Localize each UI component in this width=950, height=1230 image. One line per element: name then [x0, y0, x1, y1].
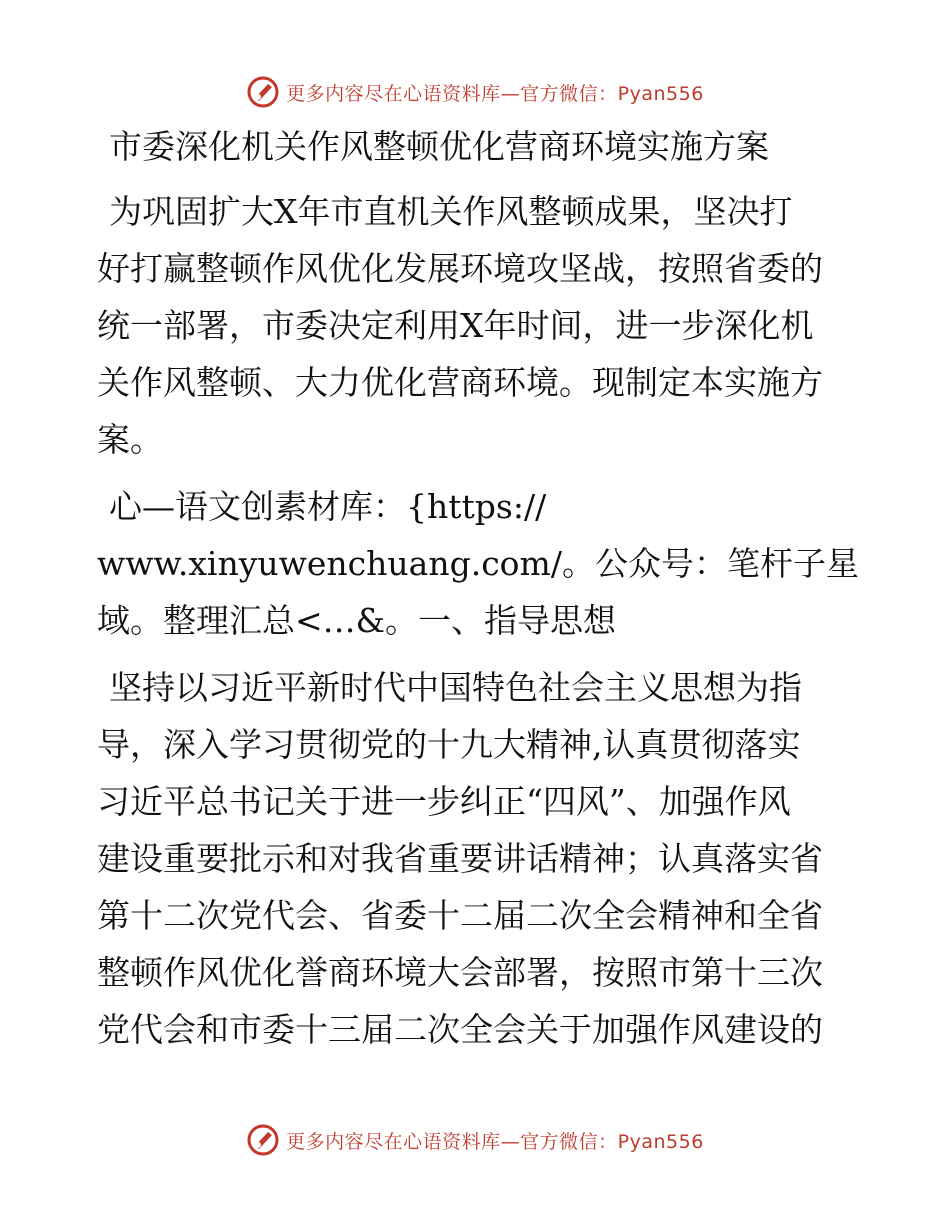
text-line: 案。 — [97, 420, 163, 459]
paragraph-source-note — [97, 478, 857, 649]
watermark-banner-bottom — [0, 1118, 950, 1162]
brand-logo-icon — [246, 1123, 280, 1157]
text-line: 心—语文创素材库：{https:// — [109, 487, 547, 526]
text-line: 导，深入学习贯彻党的十九大精神,认真贯彻落实 — [97, 725, 801, 764]
brand-logo-icon — [246, 75, 280, 109]
text-line: 关作风整顿、大力优化营商环境。现制定本实施方 — [97, 363, 823, 402]
watermark-text: 更多内容尽在心语资料库—官方微信：Pyan556 — [286, 82, 704, 105]
watermark-text: 更多内容尽在心语资料库—官方微信：Pyan556 — [286, 1130, 704, 1153]
paragraph-guiding-thought — [97, 659, 857, 1058]
text-line: www.xinyuwenchuang.com/。公众号：笔杆子星 — [97, 544, 859, 583]
text-line: 党代会和市委十三届二次全会关于加强作风建设的 — [97, 1010, 823, 1049]
text-line: 建设重要批示和对我省重要讲话精神；认真落实省 — [97, 839, 823, 878]
document-title: 市委深化机关作风整顿优化营商环境实施方案 — [109, 127, 769, 166]
text-line: 为巩固扩大X年市直机关作风整顿成果，坚决打 — [109, 192, 793, 231]
watermark-banner-top — [0, 70, 950, 114]
text-line: 第十二次党代会、省委十二届二次全会精神和全省 — [97, 896, 823, 935]
text-line: 统一部署，市委决定利用X年时间，进一步深化机 — [97, 306, 814, 345]
text-line: 好打赢整顿作风优化发展环境攻坚战，按照省委的 — [97, 249, 823, 288]
text-line: 整顿作风优化誉商环境大会部署，按照市第十三次 — [97, 953, 823, 992]
text-line: 习近平总书记关于进一步纠正“四风”、加强作风 — [97, 782, 791, 821]
document-body — [97, 118, 857, 1068]
text-line: 域。整理汇总<…&。一、指导思想 — [97, 601, 617, 640]
paragraph-intro — [97, 183, 857, 468]
text-line: 坚持以习近平新时代中国特色社会主义思想为指 — [109, 668, 802, 707]
